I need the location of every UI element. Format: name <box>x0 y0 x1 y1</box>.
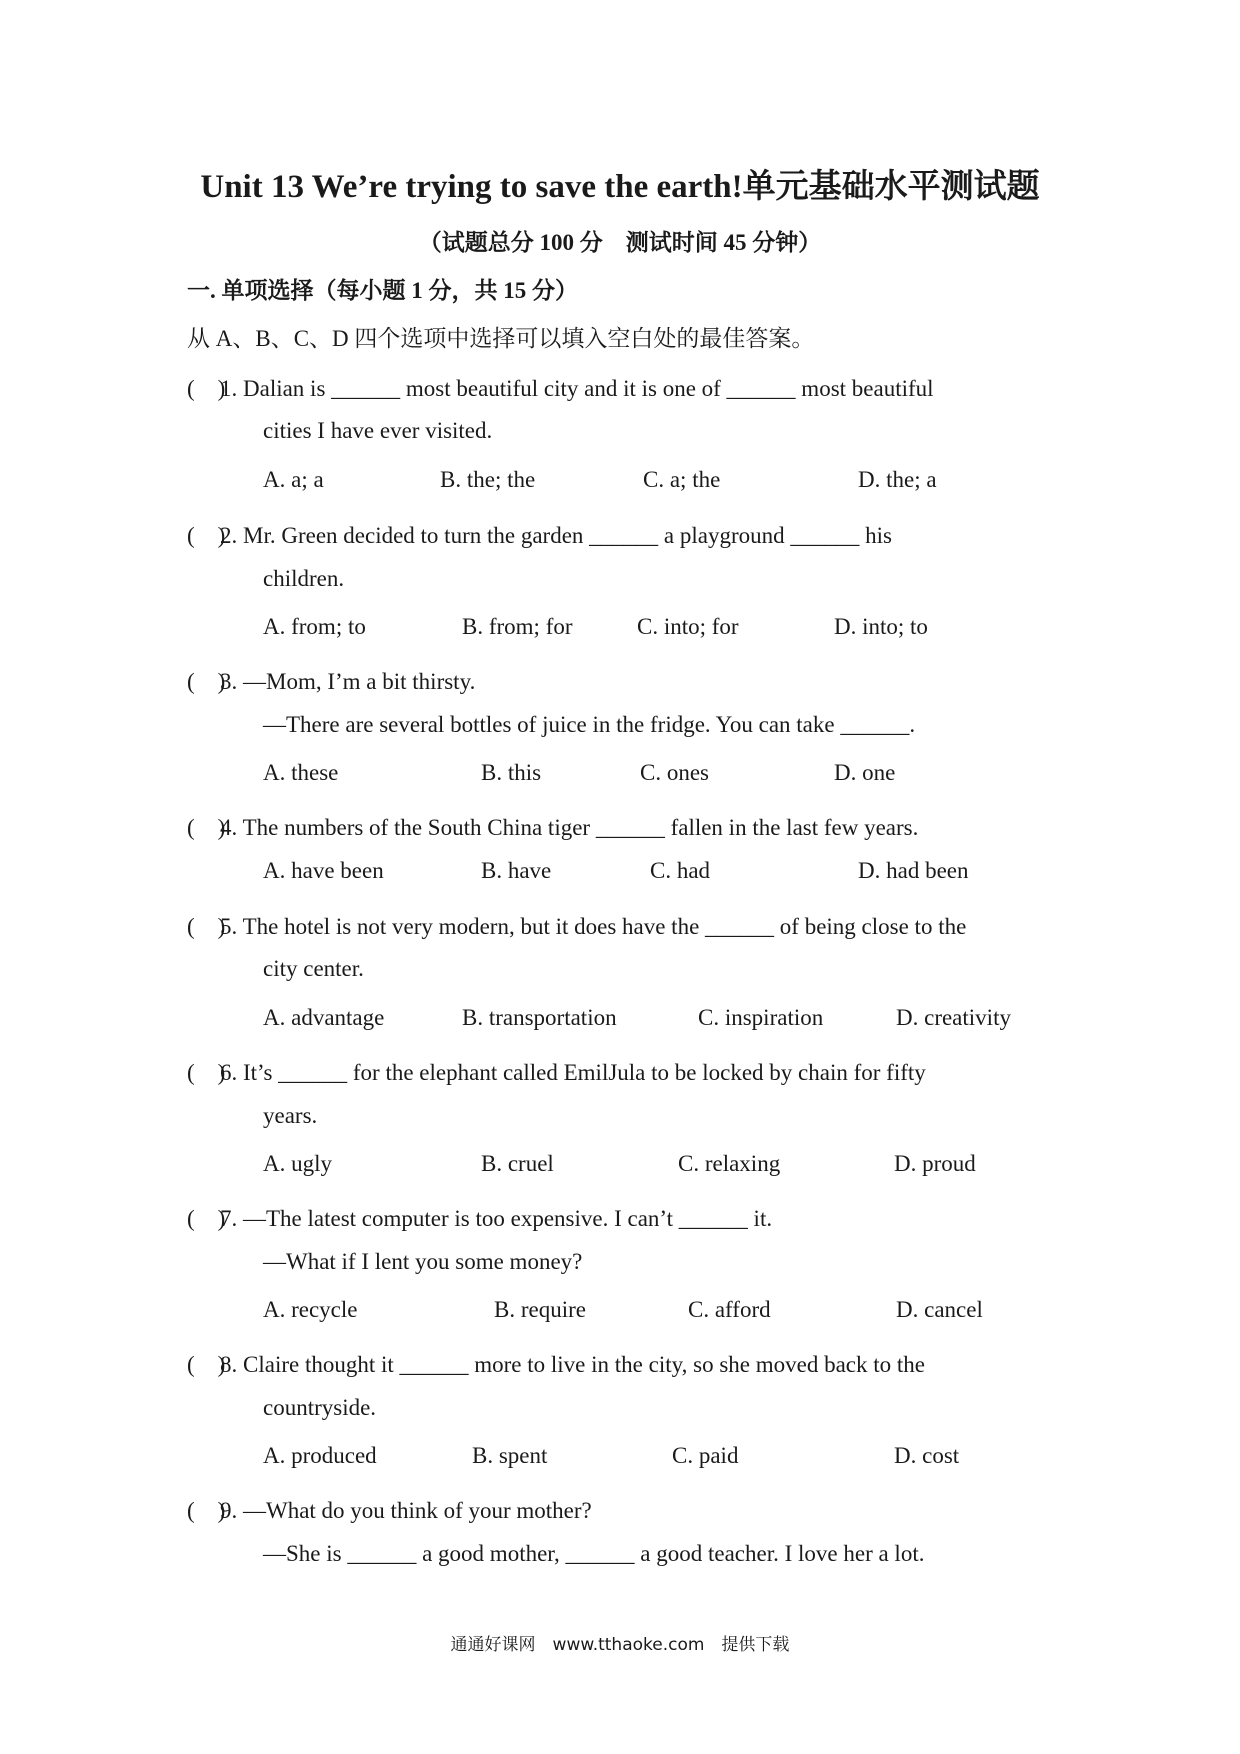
page-subtitle: （试题总分 100 分 测试时间 45 分钟） <box>418 230 822 255</box>
option-c: C. afford <box>688 1297 771 1322</box>
option-a: A. produced <box>263 1443 377 1468</box>
question-stem: 4. The numbers of the South China tiger ______ fallen in the last few years. <box>220 815 919 840</box>
question-stem: 7. —The latest computer is too expensive. I can’t ______ it. <box>220 1206 773 1231</box>
answer-blank[interactable]: ( ) <box>187 1498 226 1523</box>
option-b: B. have <box>481 858 552 883</box>
question-9 <box>187 1492 592 1525</box>
question-8 <box>187 1346 925 1379</box>
option-b: B. cruel <box>481 1151 554 1176</box>
question-continuation: countryside. <box>263 1395 377 1420</box>
answer-blank[interactable]: ( ) <box>187 1060 226 1085</box>
option-b: B. require <box>494 1297 586 1322</box>
question-4 <box>187 809 918 842</box>
question-stem: 3. —Mom, I’m a bit thirsty. <box>220 669 476 694</box>
option-b: B. the; the <box>440 467 536 492</box>
question-stem: 8. Claire thought it ______ more to live in the city, so she moved back to the <box>220 1352 925 1377</box>
option-a: A. ugly <box>263 1151 332 1176</box>
option-b: B. spent <box>472 1443 548 1468</box>
option-a: A. have been <box>263 858 384 883</box>
option-b: B. this <box>481 760 542 785</box>
option-c: C. paid <box>672 1443 739 1468</box>
question-continuation: children. <box>263 566 345 591</box>
answer-blank[interactable]: ( ) <box>187 1352 226 1377</box>
section-heading: 一. 单项选择（每小题 1 分，共 15 分） <box>187 278 578 303</box>
question-stem: 1. Dalian is ______ most beautiful city and it is one of ______ most beautiful <box>220 376 934 401</box>
question-stem: 9. —What do you think of your mother? <box>220 1498 592 1523</box>
question-stem: 2. Mr. Green decided to turn the garden ______ a playground ______ his <box>220 523 892 548</box>
question-2 <box>187 517 892 550</box>
option-c: C. relaxing <box>678 1151 781 1176</box>
option-a: A. advantage <box>263 1005 385 1030</box>
question-5 <box>187 908 966 941</box>
option-b: B. transportation <box>462 1005 617 1030</box>
answer-blank[interactable]: ( ) <box>187 669 226 694</box>
option-c: C. into; for <box>637 614 739 639</box>
question-1 <box>187 370 934 403</box>
answer-blank[interactable]: ( ) <box>187 523 226 548</box>
answer-blank[interactable]: ( ) <box>187 1206 226 1231</box>
section-instruction: 从 A、B、C、D 四个选项中选择可以填入空白处的最佳答案。 <box>187 326 815 351</box>
question-6 <box>187 1054 926 1087</box>
question-continuation: —What if I lent you some money? <box>263 1249 583 1274</box>
option-b: B. from; for <box>462 614 573 639</box>
question-3 <box>187 663 475 696</box>
question-continuation: years. <box>263 1103 318 1128</box>
question-continuation: city center. <box>263 956 364 981</box>
question-stem: 6. It’s ______ for the elephant called EmilJula to be locked by chain for fifty <box>220 1060 926 1085</box>
answer-blank[interactable]: ( ) <box>187 815 226 840</box>
option-a: A. these <box>263 760 339 785</box>
question-continuation: —There are several bottles of juice in the fridge. You can take ______. <box>263 712 916 737</box>
option-c: C. had <box>650 858 711 883</box>
option-d: D. creativity <box>896 1005 1011 1030</box>
option-c: C. ones <box>640 760 709 785</box>
option-d: D. into; to <box>834 614 928 639</box>
page-footer: 通通好课网 www.tthaoke.com 提供下载 <box>450 1635 790 1655</box>
option-d: D. one <box>834 760 896 785</box>
answer-blank[interactable]: ( ) <box>187 914 226 939</box>
option-d: D. proud <box>894 1151 976 1176</box>
answer-blank[interactable]: ( ) <box>187 376 226 401</box>
option-d: D. the; a <box>858 467 937 492</box>
option-d: D. had been <box>858 858 969 883</box>
page-title: Unit 13 We’re trying to save the earth!单元基础水平测试题 <box>200 169 1040 205</box>
option-d: D. cost <box>894 1443 960 1468</box>
option-c: C. a; the <box>643 467 721 492</box>
option-a: A. from; to <box>263 614 366 639</box>
option-d: D. cancel <box>896 1297 983 1322</box>
option-c: C. inspiration <box>698 1005 824 1030</box>
question-7 <box>187 1200 772 1233</box>
question-continuation: cities I have ever visited. <box>263 418 493 443</box>
question-continuation: —She is ______ a good mother, ______ a good teacher. I love her a lot. <box>263 1541 925 1566</box>
option-a: A. a; a <box>263 467 324 492</box>
question-stem: 5. The hotel is not very modern, but it does have the ______ of being close to the <box>220 914 967 939</box>
option-a: A. recycle <box>263 1297 358 1322</box>
